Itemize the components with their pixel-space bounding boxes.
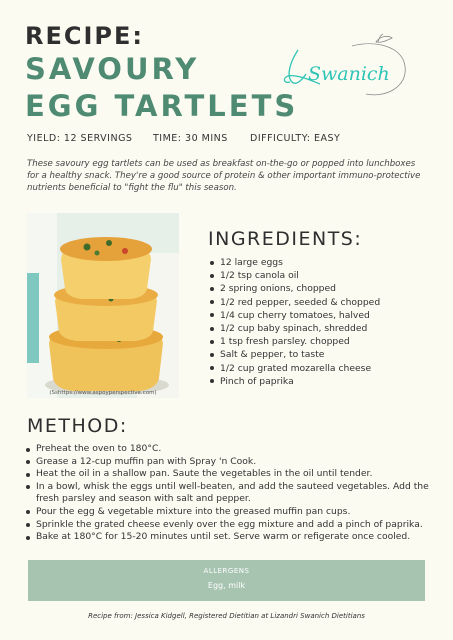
recipe-photo	[27, 213, 179, 398]
method-step: Sprinkle the grated cheese evenly over the egg mixture and add a pinch of paprika.	[24, 519, 429, 532]
ingredient-item: 1/2 cup grated mozarella cheese	[208, 362, 438, 375]
method-step: In a bowl, whisk the eggs until well-beaten, and add the sauteed vegetables. Add the fresh parsley and season with salt and pepper.	[24, 481, 429, 506]
title-line-egg-tartlets: EGG TARTLETS	[25, 89, 299, 123]
recipe-source-footer: Recipe from: Jessica Kidgell, Registered Dietitian at Lizandri Swanich Dietitians	[88, 612, 365, 620]
yield-text: YIELD: 12 SERVINGS	[27, 133, 133, 144]
allergens-label: ALLERGENS	[203, 567, 250, 575]
brand-logo	[280, 32, 415, 104]
ingredient-item: Salt & pepper, to taste	[208, 348, 438, 361]
method-step: Preheat the oven to 180°C.	[24, 443, 429, 456]
method-heading: METHOD:	[27, 415, 128, 437]
time-text: TIME: 30 MINS	[153, 133, 228, 144]
svg-text:Swanich: Swanich	[308, 63, 390, 85]
ingredients-list	[208, 256, 438, 388]
photo-credit: (Sshttps://www.aspoyperspective.com)	[49, 390, 157, 396]
difficulty-text: DIFFICULTY: EASY	[250, 133, 341, 144]
intro-paragraph: These savoury egg tartlets can be used as breakfast on-the-go or popped into lunchboxes for a healthy snack. They're a good source of protein & other important immuno-protective nutrients beneficial to "fight the flu" this season.	[27, 159, 421, 193]
title-line-recipe: RECIPE:	[25, 22, 144, 50]
ingredient-item: Pinch of paprika	[208, 375, 438, 388]
ingredient-item: 1 tsp fresh parsley. chopped	[208, 335, 438, 348]
ingredient-item: 12 large eggs	[208, 256, 438, 269]
ingredient-item: 1/2 tsp canola oil	[208, 269, 438, 282]
ingredient-item: 1/2 red pepper, seeded & chopped	[208, 296, 438, 309]
ingredient-item: 1/4 cup cherry tomatoes, halved	[208, 309, 438, 322]
method-step: Heat the oil in a shallow pan. Saute the vegetables in the oil until tender.	[24, 468, 429, 481]
ingredient-item: 2 spring onions, chopped	[208, 282, 438, 295]
ingredients-heading: INGREDIENTS:	[208, 228, 363, 250]
apple-leaf-icon	[280, 32, 415, 104]
method-step: Grease a 12-cup muffin pan with Spray 'n Cook.	[24, 456, 429, 469]
method-list	[24, 443, 429, 544]
recipe-title	[25, 21, 298, 125]
title-line-savoury: SAVOURY	[25, 52, 200, 86]
allergens-value: Egg, milk	[207, 581, 246, 590]
method-step: Pour the egg & vegetable mixture into the greased muffin pan cups.	[24, 506, 429, 519]
ingredient-item: 1/2 cup baby spinach, shredded	[208, 322, 438, 335]
allergens-box	[28, 560, 425, 601]
method-step: Bake at 180°C for 15-20 minutes until set. Serve warm or refigerate once cooled.	[24, 531, 429, 544]
egg-tartlets-image	[27, 213, 179, 398]
